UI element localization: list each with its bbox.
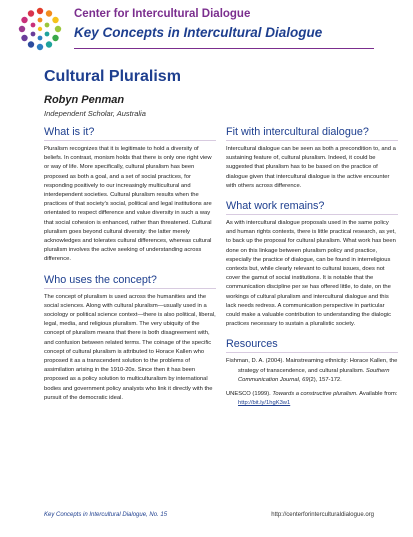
footer-url[interactable]: http://centerforinterculturaldialogue.org (271, 512, 374, 518)
reference-item (226, 357, 398, 385)
section-body-who: The concept of pluralism is used across the humanities and the social sciences. Along with cultural pluralism—usually used in a sociology or political science context—there is also political, liberal, legal, media, and religious pluralism. The very ubiquity of the concept of pluralism means that there is both disagreement with, and confusion between related terms. The coinage of the specific concept of cultural pluralism is attributed to Horace Kallen who proposed it as a transcendent solution to the problems of assimilation arising in the 1910-20s. Since then it has been proposed as a policy solution to multiculturalism by international bodies and government policy analysts who link it directly with the pursuit of the democratic ideal. (44, 293, 216, 401)
footer-issue: Key Concepts in Intercultural Dialogue, No. 15 (44, 512, 168, 518)
left-column (44, 126, 216, 412)
reference-text: UNESCO (1999). (226, 391, 273, 398)
section-heading-fit: Fit with intercultural dialogue? (226, 126, 398, 141)
page-header (0, 0, 413, 62)
section-heading-what: What is it? (44, 126, 216, 141)
reference-link[interactable]: http://bit.ly/1hgK3w1 (238, 400, 291, 407)
article-title: Cultural Pluralism (44, 68, 181, 85)
right-column (226, 126, 398, 413)
section-body-remains: As with intercultural dialogue proposals used in the same policy and human rights contexts, there is little practical research, as yet, to back up the proposal for cultural pluralism. What work has been done on this linkage between pluralism policy and practice, especially the practice of dialogue, can be found in interreligious contexts but, while clearly relevant to cultural issues, does not cover the gamut of social institutions. It is notable that the communication discipline per se has offered little, to date, on the workings of cultural pluralism and intercultural dialogue and this lack needs redress. A communication perspective in particular could make a valuable contribution to understanding the dialogic practices necessary to sustain a pluralistic society. (226, 220, 396, 328)
org-name: Center for Intercultural Dialogue (74, 8, 251, 20)
section-heading-resources: Resources (226, 338, 398, 353)
reference-pages: (2), 157-172. (308, 376, 342, 383)
section-heading-who: Who uses the concept? (44, 274, 216, 289)
series-title: Key Concepts in Intercultural Dialogue (74, 25, 323, 40)
reference-text: Fishman, D. A. (2004). Mainstreaming ethnicity: Horace Kallen, the strategy of transcendence, and cultural pluralism. (226, 358, 398, 374)
section-body-what: Pluralism recognizes that it is legitimate to hold a diversity of beliefs. In contrast, monism holds that there is only one right view or way of life. More specifically, cultural pluralism has been proposed as both a goal, and a set of social practices, for responding positively to our increasingly multicultural and interdependent societies. Cultural pluralism results when the practices of that society's social, political and legal institutions are orientated to respect difference and value diversity in such a way that social cohesion is enhanced, rather than threatened. Cultural pluralism goes beyond cultural diversity: the latter merely acknowledges and tolerates cultural differences, whereas cultural pluralism involves the active seeking of understanding across difference. (44, 146, 212, 263)
reference-item (226, 390, 398, 408)
center-logo-icon (18, 7, 62, 57)
section-body-fit: Intercultural dialogue can be seen as both a precondition to, and a sustaining feature of, cultural pluralism. Indeed, it could be suggested that pluralism has to be based on the practice of dialogue given that intercultural dialogue is the active encounter with others across difference. (226, 146, 396, 189)
author-affiliation: Independent Scholar, Australia (44, 109, 146, 118)
author-name: Robyn Penman (44, 94, 125, 106)
reference-journal: Southern Communication Journal, 69 (238, 367, 390, 383)
header-divider (74, 48, 374, 49)
reference-title: Towards a constructive pluralism. (272, 391, 358, 398)
section-heading-remains: What work remains? (226, 200, 398, 215)
reference-available: Available from: (357, 391, 398, 398)
